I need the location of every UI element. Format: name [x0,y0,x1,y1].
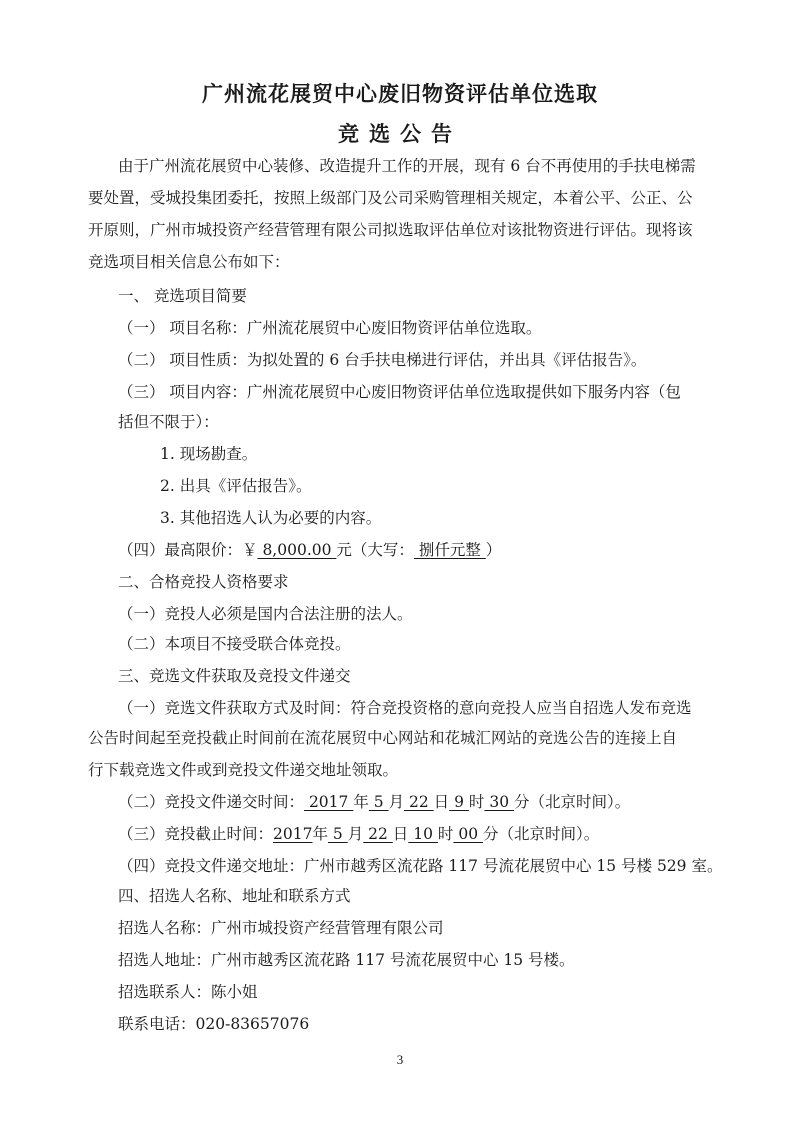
submit-year-unit: 年 [353,793,369,811]
intro-line-1: 由于广州流花展贸中心装修、改造提升工作的开展，现有 6 台不再使用的手扶电梯需 [118,157,696,175]
submit-hour-unit: 时 [468,793,485,811]
section3-item2 [118,792,630,812]
page-number: 3 [396,1052,404,1067]
submit-month-unit: 月 [388,793,405,811]
section1-price [118,540,501,560]
deadline-hour: 10 [408,825,438,843]
contact-phone: 联系电话：020-83657076 [118,1015,310,1033]
deadline-month-unit: 月 [347,825,364,843]
document-title: 广州流花展贸中心废旧物资评估单位选取 [202,81,598,106]
submit-minute: 30 [484,793,514,811]
section1-heading: 一、 竞选项目简要 [118,287,247,305]
submit-time-suffix: 分（北京时间）。 [513,793,631,811]
deadline-day: 22 [363,825,393,843]
deadline-suffix: 分（北京时间）。 [482,825,600,843]
submit-day: 22 [404,793,434,811]
section3-item1-line2: 公告时间起至竞投截止时间前在流花展贸中心网站和花城汇网站的竞选公告的连接上自 [88,729,678,747]
price-mid: 元（大写： [336,541,414,559]
section1-item3-line2: 括但不限于）： [118,413,219,431]
section3-heading: 三、竞选文件获取及竞投文件递交 [118,667,351,685]
section2-item2: （二）本项目不接受联合体竞投。 [118,635,351,653]
deadline-minute: 00 [453,825,483,843]
intro-line-3: 开原则，广州市城投资产经营管理有限公司拟选取评估单位对该批物资进行评估。现将该 [88,221,693,239]
deadline-day-unit: 日 [392,825,409,843]
price-words: 捌仟元整 [413,541,486,559]
deadline-prefix: （三）竞投截止时间： [118,825,274,843]
section3-item4: （四）竞投文件递交地址：广州市越秀区流花路 117 号流花展贸中心 15 号楼 529 室。 [118,857,723,875]
submit-time-prefix: （二）竞投文件递交时间： [118,793,305,811]
section2-heading: 二、合格竞投人资格要求 [118,573,289,591]
section3-item1-line3: 行下载竞选文件或到竞投文件递交地址领取。 [88,761,399,779]
section1-item3-line1: （三） 项目内容：广州流花展贸中心废旧物资评估单位选取提供如下服务内容（包 [118,383,681,401]
price-suffix: ） [485,541,502,559]
deadline-hour-unit: 时 [437,825,454,843]
section2-item1: （一）竞投人必须是国内合法注册的法人。 [118,605,413,623]
document-subtitle: 竞选公告 [338,121,462,146]
section3-item1-line1: （一）竞选文件获取方式及时间：符合竞投资格的意向竞投人应当自招选人发布竞选 [118,699,692,717]
deadline-year: 2017 [273,825,313,843]
submit-hour: 9 [449,793,469,811]
section4-heading: 四、招选人名称、地址和联系方式 [118,887,351,905]
contact-name: 招选人名称：广州市城投资产经营管理有限公司 [118,919,444,937]
section3-item3 [118,824,599,844]
deadline-month: 5 [327,825,348,843]
price-prefix: （四）最高限价：￥ [118,541,258,559]
section1-sub1: 1. 现场勘查。 [160,445,258,463]
section1-sub2: 2. 出具《评估报告》。 [160,477,312,495]
contact-person: 招选联系人：陈小姐 [118,983,258,1001]
submit-day-unit: 日 [433,793,450,811]
deadline-year-unit: 年 [312,825,328,843]
submit-year: 2017 [304,793,354,811]
price-value: 8,000.00 [257,541,337,559]
section1-item2: （二） 项目性质：为拟处置的 6 台手扶电梯进行评估，并出具《评估报告》。 [118,351,647,369]
submit-month: 5 [368,793,389,811]
section1-sub3: 3. 其他招选人认为必要的内容。 [160,509,382,527]
intro-line-4: 竞选项目相关信息公布如下： [88,253,290,271]
contact-address: 招选人地址：广州市越秀区流花路 117 号流花展贸中心 15 号楼。 [118,951,575,969]
intro-line-2: 要处置，受城投集团委托，按照上级部门及公司采购管理相关规定，本着公平、公正、公 [88,189,693,207]
section1-item1: （一） 项目名称：广州流花展贸中心废旧物资评估单位选取。 [118,319,542,337]
